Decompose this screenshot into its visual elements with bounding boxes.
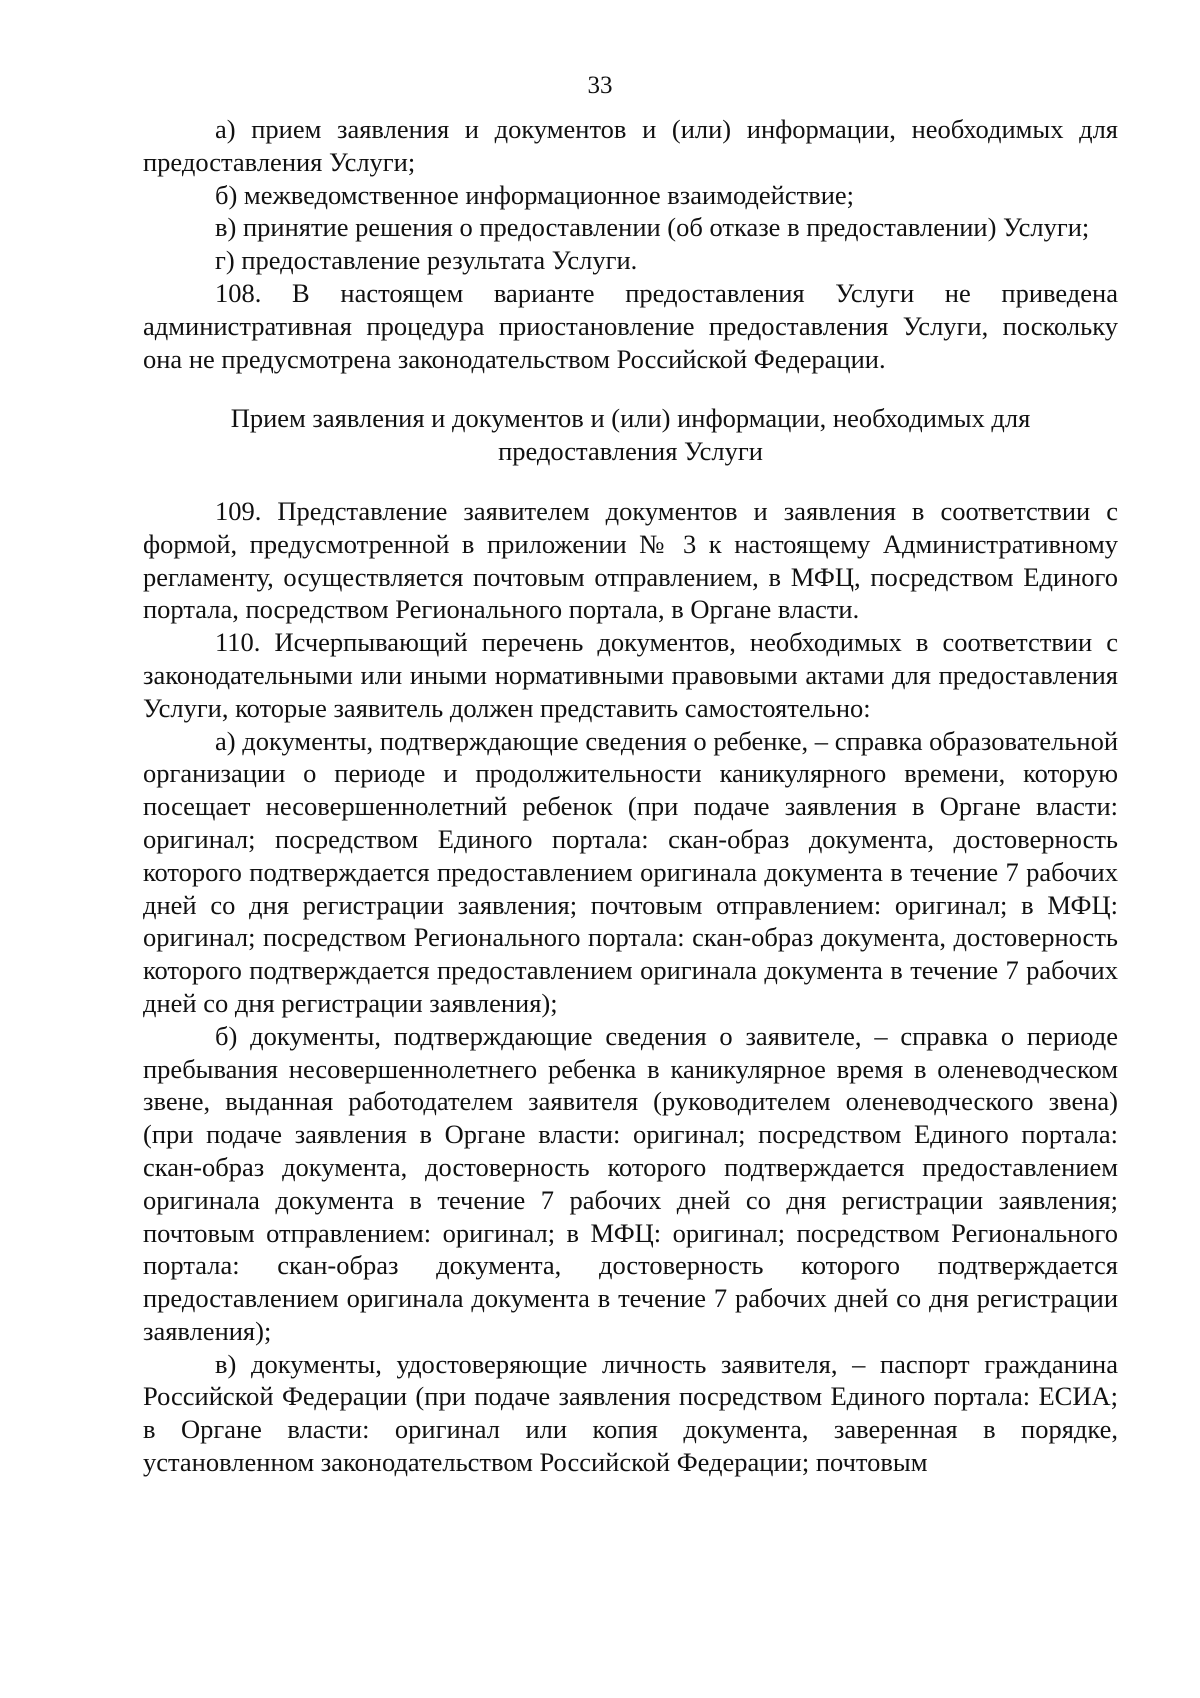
page-number: 33 — [587, 72, 613, 99]
paragraph-109: 109. Представление заявителем документов и заявления в соответствии с формой, предусмотренной в приложении № 3 к настоящему Административному регламенту, осуществляется почтовым отправлением, в МФЦ, посредством Единого портала, посредством Регионального портала, в Органе власти. — [143, 495, 1118, 625]
list-item-c-decision: в) принятие решения о предоставлении (об отказе в предоставлении) Услуги; — [215, 212, 1090, 243]
list-item-c-identity-documents: в) документы, удостоверяющие личность заявителя, – паспорт гражданина Российской Федерации (при подаче заявления посредством Единого портала: ЕСИА; в Органе власти: оригинал или копия документа, заверенная в порядке, установленном законодательством Российской Федерации; почтовым — [143, 1348, 1118, 1478]
list-item-b-interagency: б) межведомственное информационное взаимодействие; — [215, 179, 855, 210]
list-item-d-result: г) предоставление результата Услуги. — [215, 245, 638, 276]
list-item-b-applicant-documents: б) документы, подтверждающие сведения о заявителе, – справка о периоде пребывания несовершеннолетнего ребенка в каникулярное время в оленеводческом звене, выданная работодателем заявителя (руководителем оленеводческого звена) (при подаче заявления в Органе власти: оригинал; посредством Единого портала: скан-образ документа, достоверность которого подтверждается предоставлением оригинала документа в течение 7 рабочих дней со дня регистрации заявления; почтовым отправлением: оригинал; в МФЦ: оригинал; посредством Регионального портала: скан-образ документа, достоверность которого подтверждается предоставлением оригинала документа в течение 7 рабочих дней со дня регистрации заявления); — [143, 1020, 1118, 1346]
section-heading: Прием заявления и документов и (или) информации, необходимых для предоставления Услуги — [230, 403, 1031, 467]
document-body — [143, 113, 1118, 1479]
list-item-a-child-documents: а) документы, подтверждающие сведения о ребенке, – справка образовательной организации о периоде и продолжительности каникулярного времени, которую посещает несовершеннолетний ребенок (при подаче заявления в Органе власти: оригинал; посредством Единого портала: скан-образ документа, достоверность которого подтверждается предоставлением оригинала документа в течение 7 рабочих дней со дня регистрации заявления; почтовым отправлением: оригинал; в МФЦ: оригинал; посредством Регионального портала: скан-образ документа, достоверность которого подтверждается предоставлением оригинала документа в течение 7 рабочих дней со дня регистрации заявления); — [143, 725, 1118, 1018]
paragraph-108: 108. В настоящем варианте предоставления Услуги не приведена административная процедура приостановление предоставления Услуги, поскольку она не предусмотрена законодательством Российской Федерации. — [143, 277, 1118, 374]
list-item-a-reception: а) прием заявления и документов и (или) информации, необходимых для предоставления Услуги; — [143, 114, 1118, 177]
paragraph-110: 110. Исчерпывающий перечень документов, необходимых в соответствии с законодательными или иными нормативными правовыми актами для предоставления Услуги, которые заявитель должен представить самостоятельно: — [143, 627, 1118, 723]
